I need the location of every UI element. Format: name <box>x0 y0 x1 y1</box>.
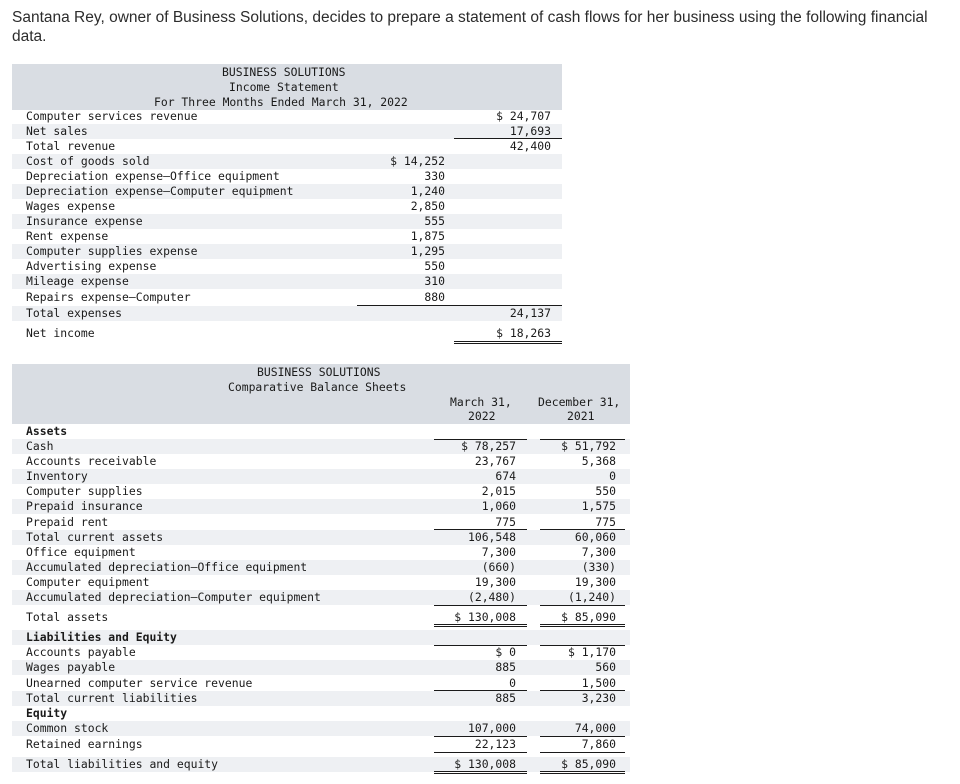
is-row-col1: 880 <box>424 290 445 304</box>
bs-row <box>12 560 630 575</box>
bs-row-col2: 60,060 <box>574 530 616 544</box>
is-statement-title: Income Statement <box>229 80 339 94</box>
bs-row <box>12 424 630 439</box>
bs-row-col2: 0 <box>609 469 616 483</box>
problem-intro: Santana Rey, owner of Business Solutions, decides to prepare a statement of cash flows for her business using the following financial data. <box>12 9 928 45</box>
balance-sheet-header <box>12 364 630 424</box>
rule-line <box>434 771 527 774</box>
bs-row-label: Unearned computer service revenue <box>26 676 253 690</box>
is-row <box>12 169 562 184</box>
bs-row-col1: 7,300 <box>481 545 516 559</box>
bs-row-label: Accumulated depreciation—Computer equipment <box>26 590 321 604</box>
bs-row <box>12 545 630 560</box>
is-row <box>12 306 562 321</box>
is-row-label: Cost of goods sold <box>26 154 150 168</box>
is-row <box>12 154 562 169</box>
rule-line <box>434 605 527 606</box>
is-row-label: Net income <box>26 326 95 340</box>
is-row <box>12 124 562 139</box>
bs-row-label: Computer supplies <box>26 484 143 498</box>
bs-row-col1: 22,123 <box>474 737 516 751</box>
is-row <box>12 229 562 244</box>
bs-row-label: Prepaid insurance <box>26 499 143 513</box>
is-row-label: Insurance expense <box>26 214 143 228</box>
bs-row-col2: $ 85,090 <box>561 757 616 771</box>
bs-col2-header-line2: 2021 <box>567 409 595 423</box>
is-row <box>12 139 562 154</box>
is-row-label: Depreciation expense—Computer equipment <box>26 184 294 198</box>
bs-row-col1: $ 0 <box>495 645 516 659</box>
bs-row-label: Total liabilities and equity <box>26 757 219 771</box>
income-statement-header <box>12 64 562 110</box>
is-row-col2: 17,693 <box>509 124 551 138</box>
bs-row-col1: 674 <box>495 469 516 483</box>
is-row <box>12 259 562 274</box>
rule-line <box>454 305 562 306</box>
bs-row-col1: 1,060 <box>481 499 516 513</box>
is-company-name: BUSINESS SOLUTIONS <box>222 65 346 79</box>
is-row-col1: 330 <box>424 169 445 183</box>
bs-row-col2: 5,368 <box>581 454 616 468</box>
bs-row <box>12 737 630 752</box>
is-row-col2: 24,137 <box>509 306 551 320</box>
is-row <box>12 326 562 341</box>
rule-line <box>357 305 455 306</box>
rule-line <box>540 529 625 530</box>
bs-company-name: BUSINESS SOLUTIONS <box>257 365 381 379</box>
bs-row-col1: 775 <box>495 515 516 529</box>
bs-row-label: Inventory <box>26 469 88 483</box>
is-row <box>12 109 562 124</box>
is-row-label: Mileage expense <box>26 274 129 288</box>
bs-row-col2: 1,500 <box>581 676 616 690</box>
bs-row <box>12 484 630 499</box>
bs-row-label: Computer equipment <box>26 575 150 589</box>
bs-row <box>12 454 630 469</box>
bs-row-col1: 23,767 <box>474 454 516 468</box>
is-row-label: Net sales <box>26 124 88 138</box>
bs-row-col2: 7,860 <box>581 737 616 751</box>
bs-row <box>12 706 630 721</box>
is-row <box>12 274 562 289</box>
bs-row-col1: (660) <box>481 560 516 574</box>
bs-row-col1: $ 130,008 <box>454 610 516 624</box>
bs-row-col2: 560 <box>595 660 616 674</box>
rule-line <box>540 645 625 646</box>
bs-row <box>12 439 630 454</box>
bs-row-label: Cash <box>26 439 54 453</box>
is-row-label: Computer services revenue <box>26 109 198 123</box>
bs-row-col1: 2,015 <box>481 484 516 498</box>
is-row-label: Depreciation expense—Office equipment <box>26 169 280 183</box>
bs-row <box>12 575 630 590</box>
bs-row-label: Accumulated depreciation—Office equipment <box>26 560 308 574</box>
bs-row-label: Accounts payable <box>26 645 136 659</box>
bs-row <box>12 721 630 736</box>
bs-row-label: Retained earnings <box>26 737 143 751</box>
bs-row-col2: 775 <box>595 515 616 529</box>
is-row-col1: 310 <box>424 274 445 288</box>
is-row-col1: 1,240 <box>410 184 445 198</box>
comparative-balance-sheets <box>12 364 632 776</box>
bs-row-col2: $ 85,090 <box>561 610 616 624</box>
bs-row-label: Total current liabilities <box>26 691 198 705</box>
bs-row-label: Prepaid rent <box>26 515 109 529</box>
bs-row-col2: 19,300 <box>574 575 616 589</box>
bs-row <box>12 660 630 675</box>
is-row <box>12 184 562 199</box>
bs-row-col2: 74,000 <box>574 721 616 735</box>
rule-line <box>434 529 527 530</box>
rule-line <box>540 736 625 737</box>
is-row-label: Wages expense <box>26 199 116 213</box>
bs-row-label: Office equipment <box>26 545 136 559</box>
is-row <box>12 214 562 229</box>
bs-row-label: Assets <box>26 424 68 438</box>
bs-col2-header-line1: December 31, <box>538 395 621 409</box>
bs-statement-title: Comparative Balance Sheets <box>228 380 407 394</box>
bs-row <box>12 630 630 645</box>
rule-line <box>540 752 625 753</box>
bs-row-col2: 7,300 <box>581 545 616 559</box>
bs-row-label: Wages payable <box>26 660 116 674</box>
rule-line <box>454 138 562 139</box>
is-row <box>12 290 562 305</box>
rule-line <box>434 752 527 753</box>
rule-line <box>434 439 527 440</box>
bs-row-col2: 550 <box>595 484 616 498</box>
rule-line <box>434 690 527 691</box>
rule-line <box>434 736 527 737</box>
bs-row <box>12 499 630 514</box>
is-row-label: Rent expense <box>26 229 109 243</box>
bs-row-col2: (1,240) <box>567 590 616 604</box>
is-row <box>12 199 562 214</box>
rule-line <box>434 624 527 627</box>
is-row-col2: $ 24,707 <box>496 109 551 123</box>
bs-row-col2: (330) <box>581 560 616 574</box>
bs-row-col1: 106,548 <box>467 530 516 544</box>
is-row-col2: 42,400 <box>509 139 551 153</box>
bs-row-col1: $ 78,257 <box>461 439 516 453</box>
bs-row-col1: 19,300 <box>474 575 516 589</box>
bs-row-label: Liabilities and Equity <box>26 630 177 644</box>
bs-row <box>12 645 630 660</box>
rule-line <box>454 341 562 344</box>
bs-row <box>12 515 630 530</box>
bs-row-label: Total assets <box>26 610 109 624</box>
bs-row-col2: $ 1,170 <box>567 645 616 659</box>
is-row-col1: 1,875 <box>410 229 445 243</box>
income-statement <box>12 64 562 348</box>
bs-row-col1: 0 <box>509 676 516 690</box>
rule-line <box>540 605 625 606</box>
rule-line <box>434 645 527 646</box>
bs-row-label: Accounts receivable <box>26 454 157 468</box>
bs-row-label: Common stock <box>26 721 109 735</box>
bs-row <box>12 590 630 605</box>
bs-row-label: Equity <box>26 706 68 720</box>
is-row-label: Computer supplies expense <box>26 244 198 258</box>
bs-row-col1: 885 <box>495 691 516 705</box>
bs-row-col1: 107,000 <box>467 721 516 735</box>
bs-row <box>12 610 630 625</box>
is-row-label: Total revenue <box>26 139 116 153</box>
rule-line <box>540 624 625 627</box>
bs-row <box>12 691 630 706</box>
is-period: For Three Months Ended March 31, 2022 <box>154 95 408 109</box>
is-row-label: Repairs expense—Computer <box>26 290 191 304</box>
is-row <box>12 244 562 259</box>
is-row-col2: $ 18,263 <box>496 326 551 340</box>
bs-row-col2: $ 51,792 <box>561 439 616 453</box>
bs-row-col1: $ 130,008 <box>454 757 516 771</box>
rule-line <box>540 771 625 774</box>
rule-line <box>540 439 625 440</box>
bs-row <box>12 757 630 772</box>
is-row-label: Total expenses <box>26 306 123 320</box>
is-row-label: Advertising expense <box>26 259 157 273</box>
bs-col1-header-line1: March 31, <box>450 395 512 409</box>
bs-row <box>12 469 630 484</box>
rule-line <box>540 690 625 691</box>
bs-col1-header-line2: 2022 <box>468 409 496 423</box>
is-row-col1: 550 <box>424 259 445 273</box>
bs-row-col1: 885 <box>495 660 516 674</box>
is-row-col1: 555 <box>424 214 445 228</box>
is-row-col1: 2,850 <box>410 199 445 213</box>
is-row-col1: 1,295 <box>410 244 445 258</box>
bs-row <box>12 676 630 691</box>
bs-row-col2: 3,230 <box>581 691 616 705</box>
bs-row <box>12 530 630 545</box>
bs-row-col2: 1,575 <box>581 499 616 513</box>
bs-row-col1: (2,480) <box>467 590 516 604</box>
bs-row-label: Total current assets <box>26 530 164 544</box>
is-row-col1: $ 14,252 <box>390 154 445 168</box>
